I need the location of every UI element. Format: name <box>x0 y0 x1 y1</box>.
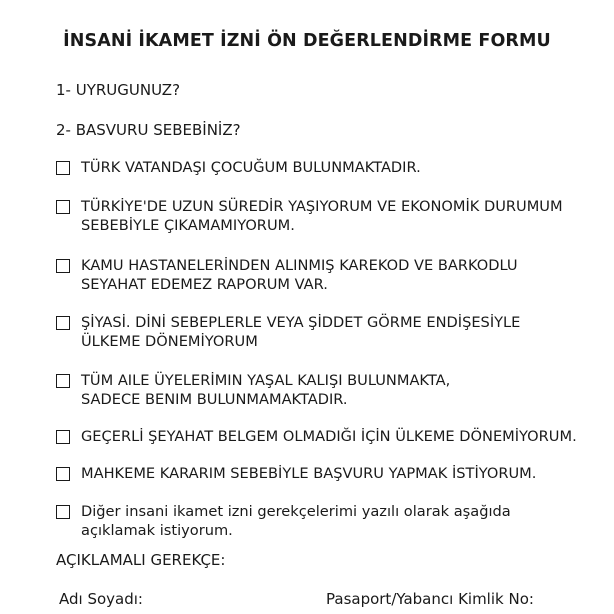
option-turkish-child[interactable] <box>56 158 421 177</box>
option-family-legal-stay[interactable] <box>56 371 450 409</box>
checkbox[interactable] <box>56 161 70 175</box>
option-label: TÜRKİYE'DE UZUN SÜREDİR YAŞIYORUM VE EKONOMİK DURUMUM SEBEBİYLE ÇIKAMAMIYORUM. <box>81 198 563 234</box>
option-other-reasons[interactable] <box>56 502 511 540</box>
passport-id-label: Pasaport/Yabancı Kimlik No: <box>326 590 534 608</box>
checkbox[interactable] <box>56 259 70 273</box>
explanation-label: AÇIKLAMALI GEREKÇE: <box>56 551 226 569</box>
checkbox[interactable] <box>56 430 70 444</box>
option-political-religious[interactable] <box>56 313 520 351</box>
option-label: TÜM AILE ÜYELERİMIN YAŞAL KALIŞI BULUNMAKTA, SADECE BENIM BULUNMAMAKTADIR. <box>81 372 451 408</box>
checkbox[interactable] <box>56 505 70 519</box>
form-title: İNSANİ İKAMET İZNİ ÖN DEĞERLENDİRME FORMU <box>63 31 551 51</box>
option-label: ŞİYASİ. DİNİ SEBEPLERLE VEYA ŞİDDET GÖRME ENDİŞESİYLE ÜLKEME DÖNEMİYORUM <box>81 314 521 350</box>
option-long-residence[interactable] <box>56 197 563 235</box>
checkbox[interactable] <box>56 467 70 481</box>
question-nationality: 1- UYRUGUNUZ? <box>56 81 181 99</box>
name-surname-label: Adı Soyadı: <box>59 590 143 608</box>
checkbox[interactable] <box>56 374 70 388</box>
option-medical-report[interactable] <box>56 256 518 294</box>
question-application-reason: 2- BASVURU SEBEBİNİZ? <box>56 121 241 139</box>
option-court-decision[interactable] <box>56 464 536 483</box>
option-label: TÜRK VATANDAŞI ÇOCUĞUM BULUNMAKTADIR. <box>81 159 421 176</box>
checkbox[interactable] <box>56 316 70 330</box>
option-label: GEÇERLİ ŞEYAHAT BELGEM OLMADIĞI İÇİN ÜLKEME DÖNEMİYORUM. <box>81 428 577 445</box>
checkbox[interactable] <box>56 200 70 214</box>
option-label: KAMU HASTANELERİNDEN ALINMIŞ KAREKOD VE BARKODLU SEYAHAT EDEMEZ RAPORUM VAR. <box>81 257 518 293</box>
option-label: Diğer insani ikamet izni gerekçelerimi yazılı olarak aşağıda açıklamak istiyorum. <box>81 503 511 539</box>
option-no-travel-document[interactable] <box>56 427 577 446</box>
option-label: MAHKEME KARARIM SEBEBİYLE BAŞVURU YAPMAK İSTİYORUM. <box>81 465 537 482</box>
